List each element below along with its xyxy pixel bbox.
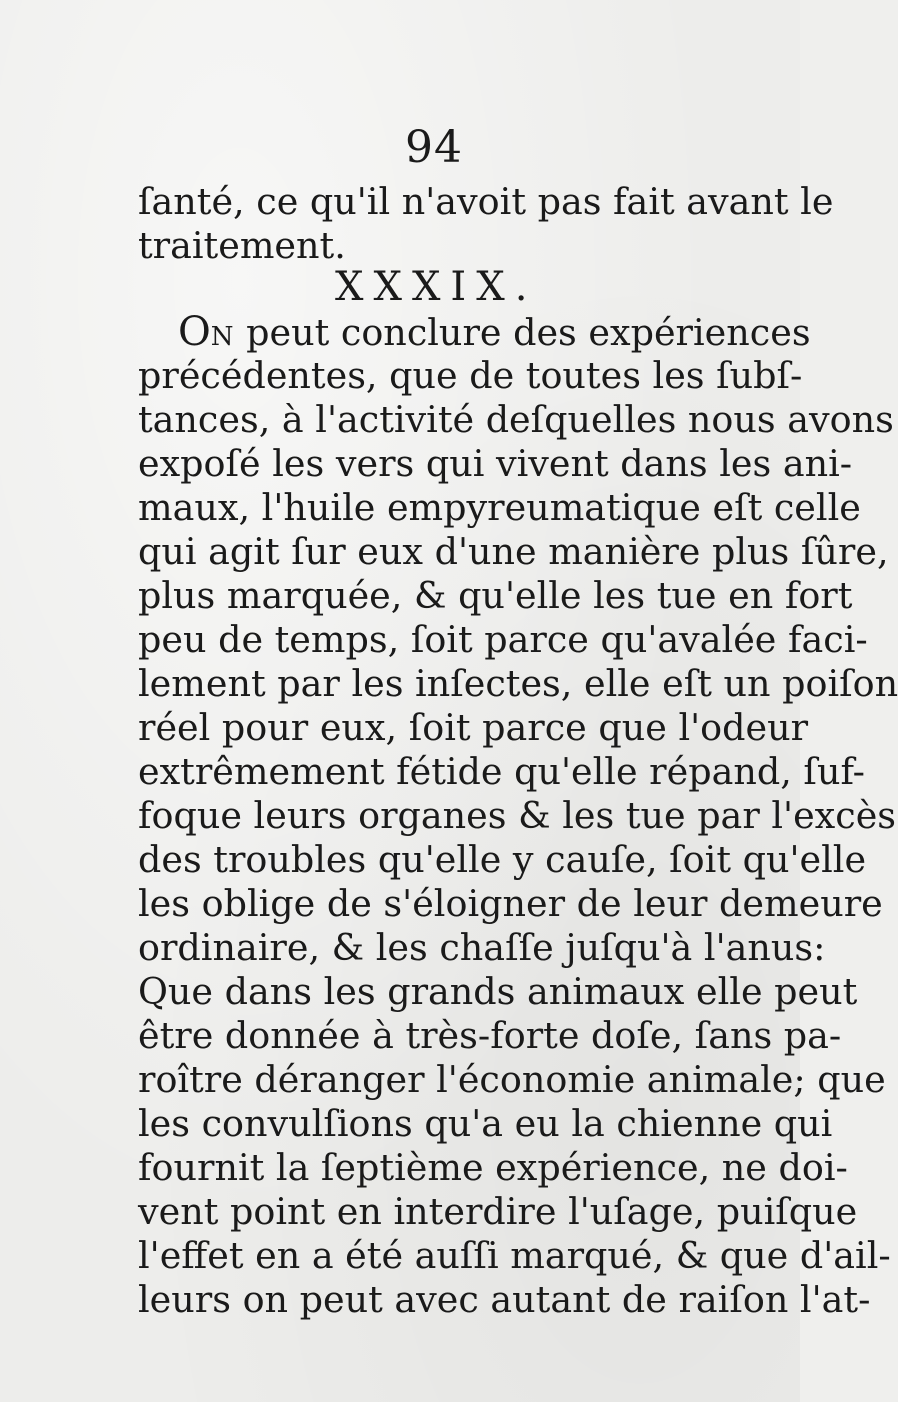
section-heading: XXXIX. [335,264,538,310]
text-line: plus marquée, & qu'elle les tue en fort [138,574,853,617]
text-line: extrêmement fétide qu'elle répand, ſuf- [138,750,865,793]
text-line: Que dans les grands animaux elle peut [138,970,858,1013]
text-line: tances, à l'activité deſquelles nous avons [138,398,894,441]
text-line: fournit la ſeptième expérience, ne doi- [138,1146,848,1189]
text-line: l'effet en a été auſſi marqué, & que d'ail- [138,1234,891,1277]
text-line: leurs on peut avec autant de raiſon l'at- [138,1278,871,1321]
text-line: des troubles qu'elle y cauſe, ſoit qu'elle [138,838,867,881]
text-line: expoſé les vers qui vivent dans les ani- [138,442,853,485]
text-line: traitement. [138,224,346,267]
text-line: qui agit ſur eux d'une manière plus ſûre, [138,530,889,573]
text-line: maux, l'huile empyreumatique eſt celle [138,486,861,529]
text-line: réel pour eux, ſoit parce que l'odeur [138,706,809,749]
page-number: 94 [405,122,463,173]
text-line: les convulſions qu'a eu la chienne qui [138,1102,833,1145]
text-line: foque leurs organes & les tue par l'excès [138,794,897,837]
initial-letter: O [178,309,211,355]
text-line: les oblige de s'éloigner de leur demeure [138,882,883,925]
text-line: vent point en interdire l'uſage, puiſque [138,1190,858,1233]
text-line: ordinaire, & les chaſſe juſqu'à l'anus: [138,926,826,969]
text-line: ſanté, ce qu'il n'avoit pas fait avant le [138,180,834,223]
text-line: roître déranger l'économie animale; que [138,1058,886,1101]
text-line: précédentes, que de toutes les ſubſ- [138,354,803,397]
text-line: peu de temps, ſoit parce qu'avalée faci- [138,618,868,661]
text-line: lement par les inſectes, elle eſt un poiſon [138,662,898,705]
smallcap-letter: N [210,322,235,352]
paragraph-opening [178,309,811,359]
opening-text: peut conclure des expériences [234,311,811,354]
text-line: être donnée à très-forte doſe, ſans pa- [138,1014,842,1057]
